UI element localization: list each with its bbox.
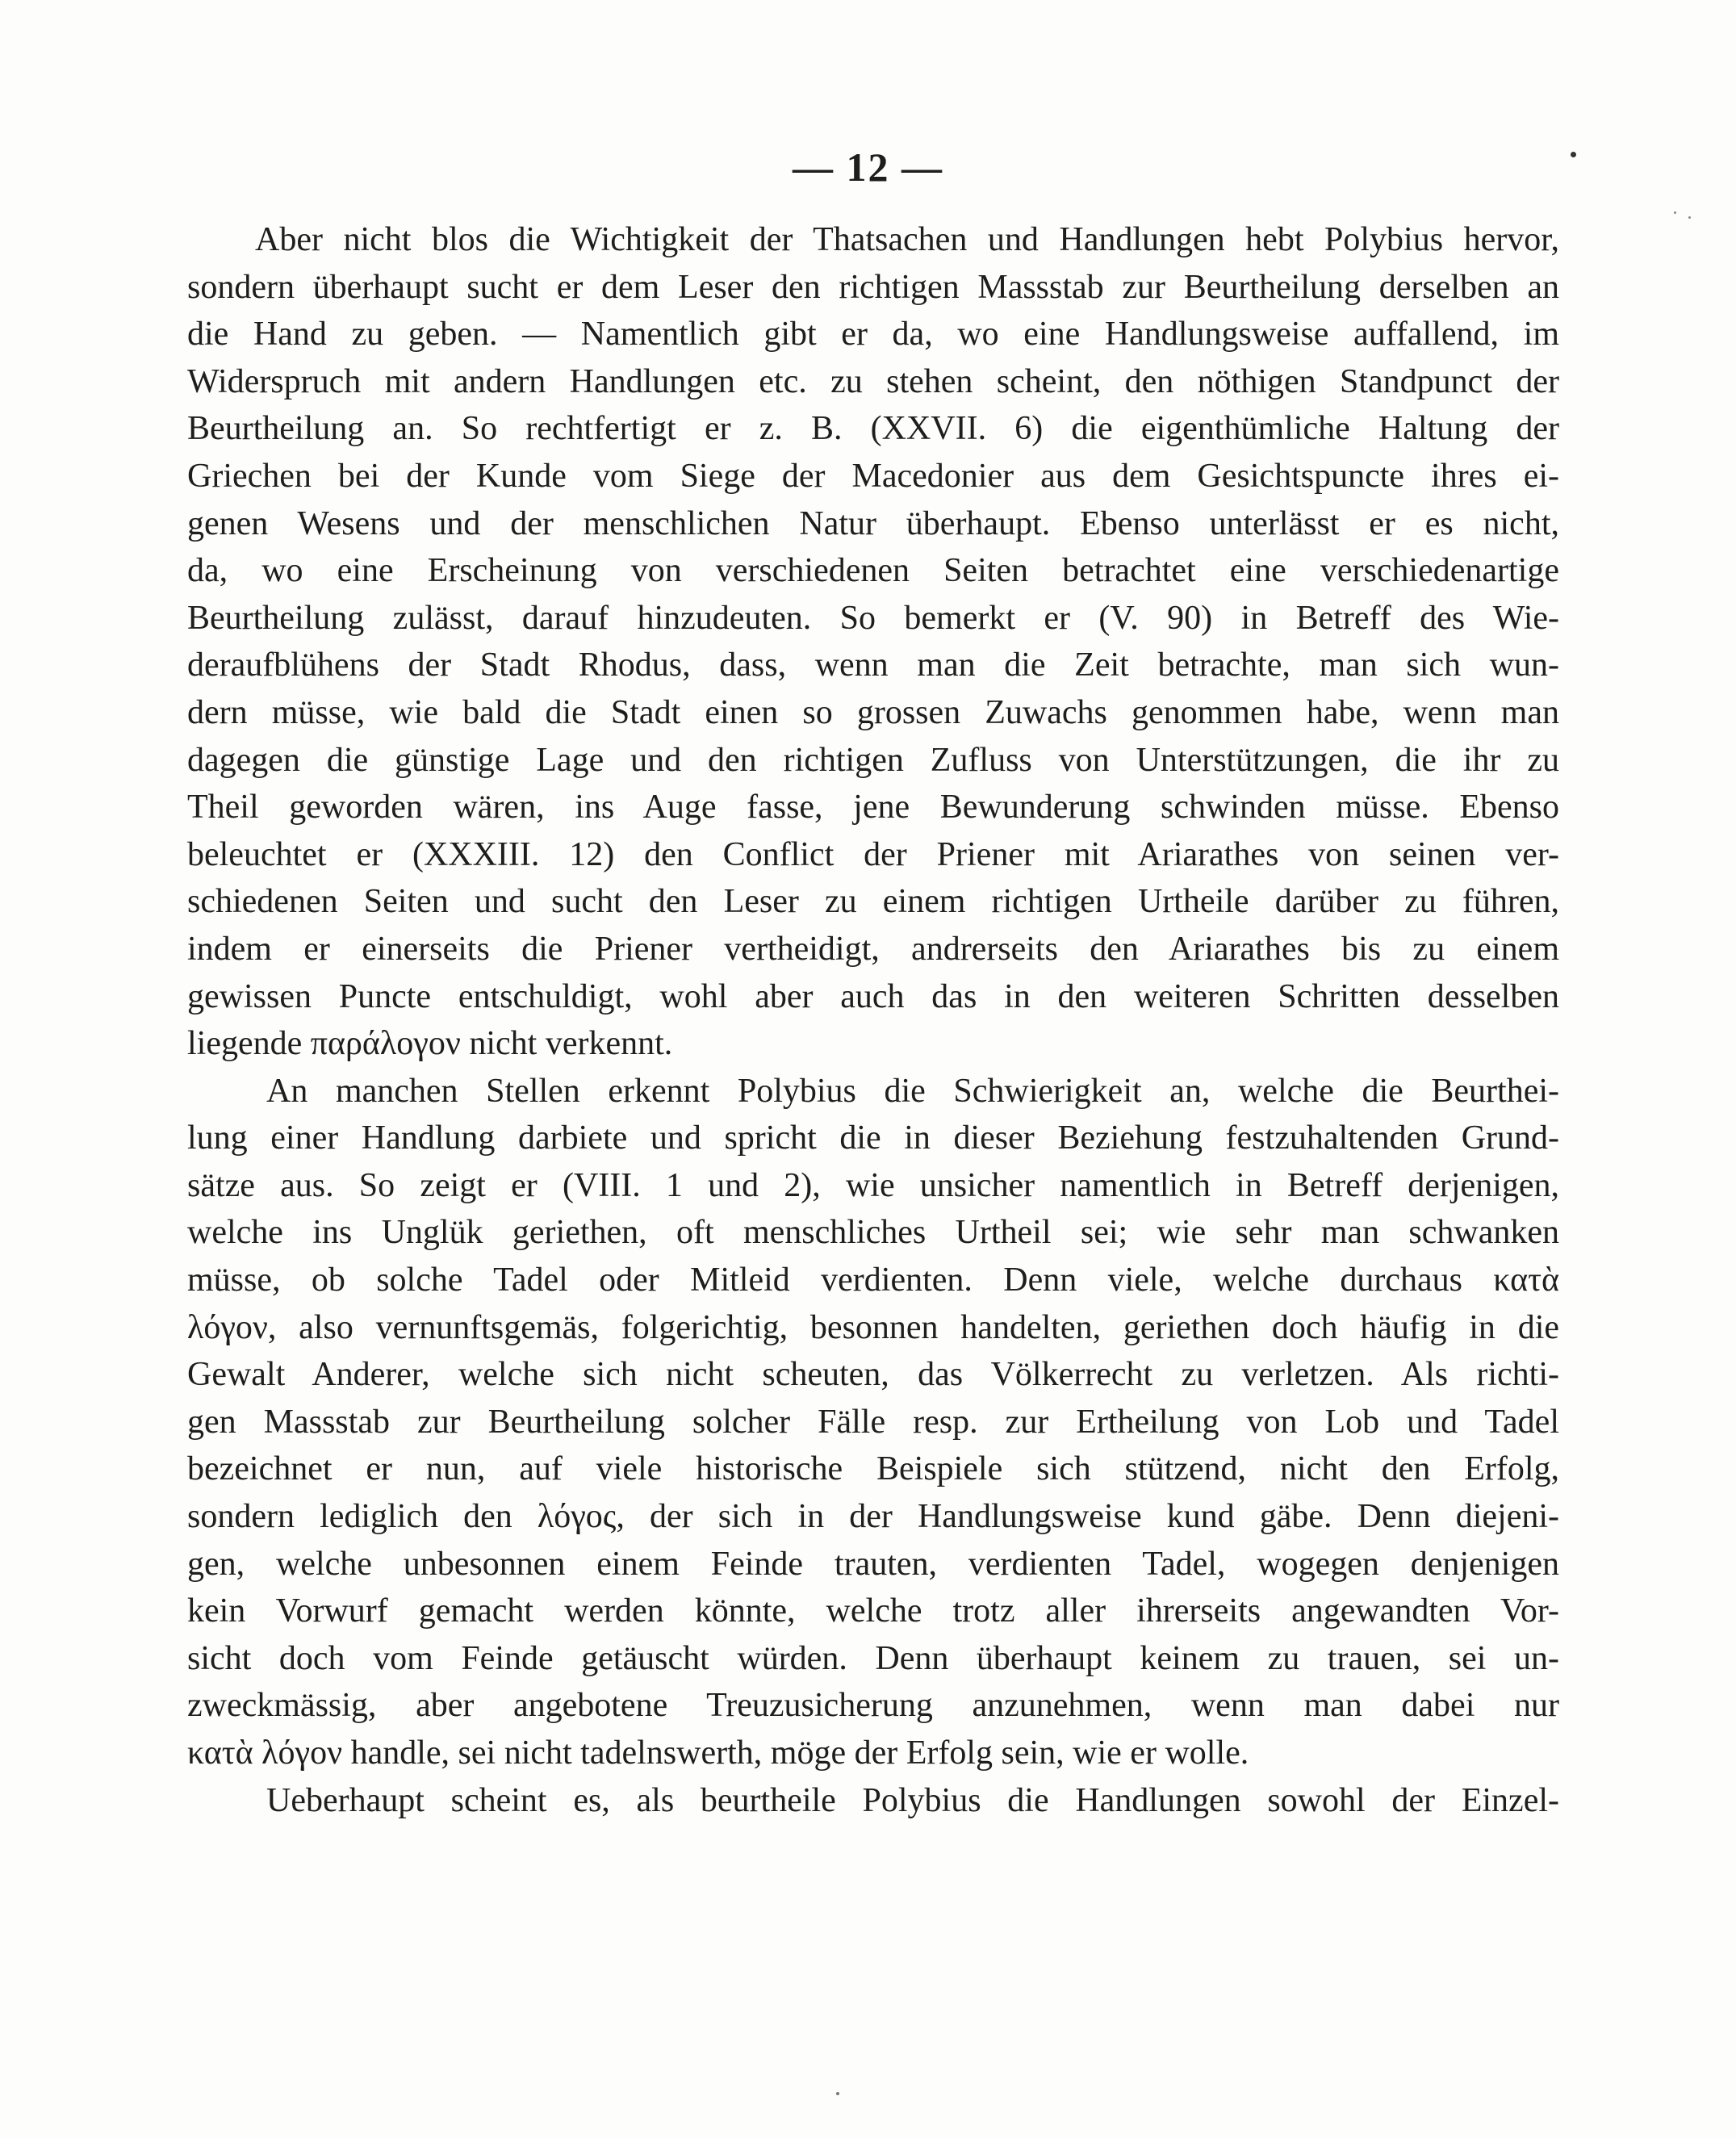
text-line: Aber nicht blos die Wichtigkeit der Thatsachen und Handlungen hebt Polybius hervor, xyxy=(255,221,1559,258)
text-line: kein Vorwurf gemacht werden könnte, welche trotz aller ihrerseits angewandten Vor- xyxy=(187,1592,1559,1630)
page-number: — 12 — xyxy=(793,144,943,190)
text-line: An manchen Stellen erkennt Polybius die Schwierigkeit an, welche die Beurthei- xyxy=(266,1072,1559,1110)
text-line: schiedenen Seiten und sucht den Leser zu einem richtigen Urtheile darüber zu führen, xyxy=(187,883,1559,921)
ink-speck xyxy=(836,2092,839,2095)
text-line: müsse, ob solche Tadel oder Mitleid verdienten. Denn viele, welche durchaus κατὰ xyxy=(187,1261,1559,1299)
text-line: deraufblühens der Stadt Rhodus, dass, wenn man die Zeit betrachte, man sich wun- xyxy=(187,646,1559,684)
text-line: zweckmässig, aber angebotene Treuzusicherung anzunehmen, wenn man dabei nur xyxy=(187,1687,1559,1725)
text-line: sätze aus. So zeigt er (VIII. 1 und 2), wie unsicher namentlich in Betreff derjenigen, xyxy=(187,1166,1559,1204)
text-line: sondern lediglich den λόγος, der sich in der Handlungsweise kund gäbe. Denn diejeni- xyxy=(187,1498,1559,1536)
text-line: gen, welche unbesonnen einem Feinde trauten, verdienten Tadel, wogegen denjenigen xyxy=(187,1545,1559,1583)
text-line: lung einer Handlung darbiete und spricht die in dieser Beziehung festzuhaltenden Grund- xyxy=(187,1119,1559,1157)
text-line: Ueberhaupt scheint es, als beurtheile Polybius die Handlungen sowohl der Einzel- xyxy=(266,1781,1559,1819)
text-line: Widerspruch mit andern Handlungen etc. zu stehen scheint, den nöthigen Standpunct der xyxy=(187,362,1559,400)
text-line: gewissen Puncte entschuldigt, wohl aber auch das in den weiteren Schritten desselben xyxy=(187,977,1559,1015)
text-line: Beurtheilung zulässt, darauf hinzudeuten. So bemerkt er (V. 90) in Betreff des Wie- xyxy=(187,599,1559,637)
text-line: da, wo eine Erscheinung von verschiedenen Seiten betrachtet eine verschiedenartige xyxy=(187,552,1559,590)
text-line: gen Massstab zur Beurtheilung solcher Fälle resp. zur Ertheilung von Lob und Tadel xyxy=(187,1403,1559,1441)
text-line: dern müsse, wie bald die Stadt einen so grossen Zuwachs genommen habe, wenn man xyxy=(187,693,1559,731)
ink-speck xyxy=(1688,216,1691,219)
text-line: beleuchtet er (XXXIII. 12) den Conflict der Priener mit Ariarathes von seinen ver- xyxy=(187,835,1559,873)
text-line: sondern überhaupt sucht er dem Leser den richtigen Massstab zur Beurtheilung derselben an xyxy=(187,268,1559,306)
text-line: welche ins Unglük geriethen, oft menschliches Urtheil sei; wie sehr man schwanken xyxy=(187,1214,1559,1252)
text-line: Beurtheilung an. So rechtfertigt er z. B. (XXVII. 6) die eigenthümliche Haltung der xyxy=(187,410,1559,448)
text-line: die Hand zu geben. — Namentlich gibt er da, wo eine Handlungsweise auffallend, im xyxy=(187,316,1559,354)
text-line: sicht doch vom Feinde getäuscht würden. Denn überhaupt keinem zu trauen, sei un- xyxy=(187,1639,1559,1677)
text-line: Griechen bei der Kunde vom Siege der Macedonier aus dem Gesichtspuncte ihres ei- xyxy=(187,457,1559,495)
text-line: indem er einerseits die Priener vertheidigt, andrerseits den Ariarathes bis zu einem xyxy=(187,930,1559,968)
ink-speck xyxy=(1674,211,1676,214)
text-line: λόγον, also vernunftsgemäs, folgerichtig, besonnen handelten, geriethen doch häufig in die xyxy=(187,1308,1559,1346)
text-line: κατὰ λόγον handle, sei nicht tadelnswerth, möge der Erfolg sein, wie er wolle. xyxy=(187,1734,1249,1772)
text-line: Theil geworden wären, ins Auge fasse, jene Bewunderung schwinden müsse. Ebenso xyxy=(187,789,1559,826)
text-line: liegende παράλογον nicht verkennt. xyxy=(187,1025,673,1063)
text-line: genen Wesens und der menschlichen Natur überhaupt. Ebenso unterlässt er es nicht, xyxy=(187,504,1559,542)
text-line: Gewalt Anderer, welche sich nicht scheuten, das Völkerrecht zu verletzen. Als richti- xyxy=(187,1356,1559,1394)
body-text xyxy=(187,216,1559,1824)
text-line: bezeichnet er nun, auf viele historische Beispiele sich stützend, nicht den Erfolg, xyxy=(187,1450,1559,1488)
ink-speck xyxy=(1571,152,1576,157)
text-line: dagegen die günstige Lage und den richtigen Zufluss von Unterstützungen, die ihr zu xyxy=(187,741,1559,779)
